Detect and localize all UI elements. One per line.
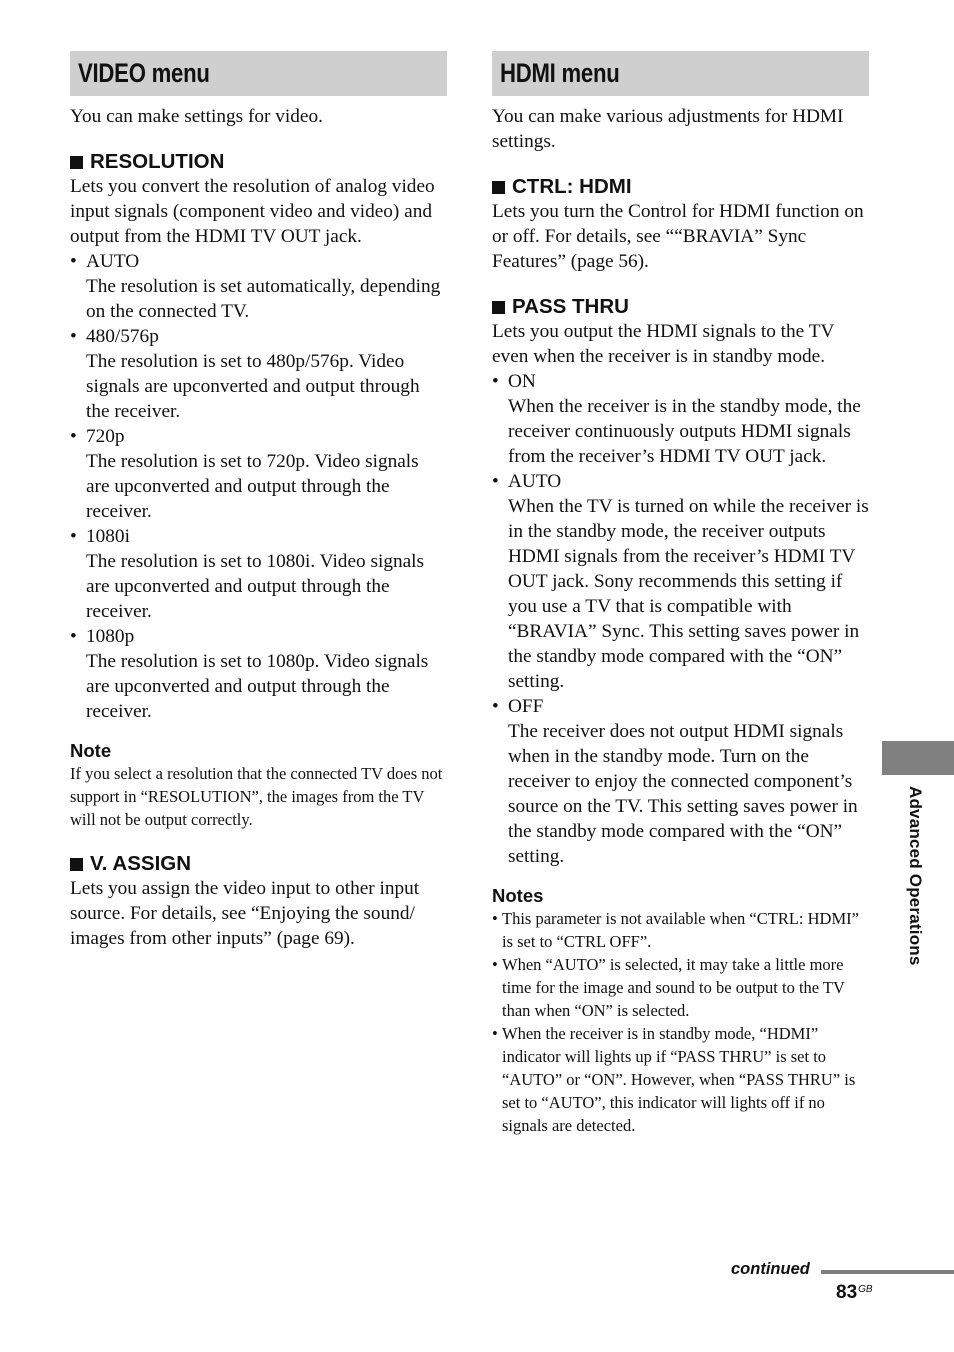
option-label: OFF — [508, 696, 544, 717]
page-suffix: GB — [858, 1284, 873, 1295]
note-item: • When “AUTO” is selected, it may take a little more time for the image and sound to be output to the TV than when “ON” is selected. — [492, 955, 845, 1020]
sidebar-section-label — [907, 786, 931, 1006]
ctrl-hdmi-heading — [492, 175, 869, 199]
note-heading: Note — [70, 740, 112, 761]
option-label: 1080p — [86, 626, 135, 647]
pass-thru-body — [492, 319, 869, 869]
note-item-text: When “AUTO” is selected, it may take a little more time for the image and sound to be output to the TV than when “ON” is selected. — [502, 955, 845, 1020]
notes-list — [492, 907, 869, 1137]
option-label: AUTO — [86, 251, 140, 272]
resolution-body — [70, 174, 447, 724]
option-description: The resolution is set automatically, depending on the connected TV. — [86, 276, 441, 322]
vassign-heading-text: V. ASSIGN — [90, 852, 192, 875]
continued-rule — [821, 1270, 954, 1274]
resolution-heading — [70, 150, 447, 174]
notes-heading: Notes — [492, 885, 544, 906]
vassign-body — [70, 876, 447, 951]
list-item: • 1080i The resolution is set to 1080i. Video signals are upconverted and output through the receiver. — [70, 526, 425, 622]
section-tab-marker — [882, 741, 954, 775]
option-description: The resolution is set to 1080i. Video signals are upconverted and output through the receiver. — [86, 551, 425, 622]
square-bullet-icon — [70, 858, 83, 871]
option-label: 1080i — [86, 526, 130, 547]
square-bullet-icon — [492, 301, 505, 314]
list-item: • OFF The receiver does not output HDMI signals when in the standby mode. Turn on the receiver to enjoy the connected component’s source on the TV. This setting saves power in the standby mode compared with the “ON” setting. — [492, 696, 858, 867]
option-label: AUTO — [508, 471, 562, 492]
option-description: When the TV is turned on while the receiver is in the standby mode, the receiver outputs HDMI signals from the receiver’s HDMI TV OUT jack. Sony recommends this setting if you use a TV that is compatible with “BRAVIA” Sync. This setting saves power in the standby mode compared with the “ON” setting. — [508, 496, 869, 692]
ctrl-hdmi-body — [492, 199, 869, 274]
right-column — [492, 51, 869, 1137]
ctrl-hdmi-description: Lets you turn the Control for HDMI function on or off. For details, see ““BRAVIA” Sync Features” (page 56). — [492, 201, 864, 272]
option-label: ON — [508, 371, 536, 392]
option-description: The receiver does not output HDMI signals when in the standby mode. Turn on the receiver to enjoy the connected component’s source on the TV. This setting saves power in the standby mode compared with the “ON” setting. — [508, 721, 858, 867]
ctrl-hdmi-heading-text: CTRL: HDMI — [512, 175, 632, 198]
list-item: • AUTO When the TV is turned on while the receiver is in the standby mode, the receiver outputs HDMI signals from the receiver’s HDMI TV OUT jack. Sony recommends this setting if you use a TV that is compatible with “BRAVIA” Sync. This setting saves power in the standby mode compared with the “ON” setting. — [492, 471, 869, 692]
option-label: 480/576p — [86, 326, 159, 347]
square-bullet-icon — [492, 181, 505, 194]
option-description: The resolution is set to 480p/576p. Video signals are upconverted and output through the receiver. — [86, 351, 420, 422]
resolution-heading-text: RESOLUTION — [90, 150, 225, 173]
vassign-description: Lets you assign the video input to other input source. For details, see “Enjoying the sound/ images from other inputs” (page 69). — [70, 878, 420, 949]
pass-thru-heading — [492, 295, 869, 319]
hdmi-menu-header — [492, 51, 869, 96]
page-number — [836, 1282, 873, 1304]
list-item: • AUTO The resolution is set automatically, depending on the connected TV. — [70, 251, 441, 322]
list-item: • 480/576p The resolution is set to 480p/576p. Video signals are upconverted and output through the receiver. — [70, 326, 420, 422]
option-description: When the receiver is in the standby mode, the receiver continuously outputs HDMI signals from the receiver’s HDMI TV OUT jack. — [508, 396, 861, 467]
left-column — [70, 51, 447, 951]
video-intro: You can make settings for video. — [70, 106, 323, 127]
option-description: The resolution is set to 720p. Video signals are upconverted and output through the receiver. — [86, 451, 419, 522]
note-item: • When the receiver is in standby mode, “HDMI” indicator will lights up if “PASS THRU” is set to “AUTO” or “ON”. However, when “PASS THRU” is set to “AUTO”, this indicator will lights off if no signals are detected. — [492, 1024, 856, 1135]
pass-thru-description: Lets you output the HDMI signals to the TV even when the receiver is in standby mode. — [492, 321, 835, 367]
square-bullet-icon — [70, 156, 83, 169]
sidebar-label-text: Advanced Operations — [906, 786, 925, 966]
list-item: • ON When the receiver is in the standby mode, the receiver continuously outputs HDMI signals from the receiver’s HDMI TV OUT jack. — [492, 371, 861, 467]
option-description: The resolution is set to 1080p. Video signals are upconverted and output through the receiver. — [86, 651, 429, 722]
note-item-text: When the receiver is in standby mode, “HDMI” indicator will lights up if “PASS THRU” is set to “AUTO” or “ON”. However, when “PASS THRU” is set to “AUTO”, this indicator will lights off if no signals are detected. — [502, 1024, 856, 1135]
pass-thru-heading-text: PASS THRU — [512, 295, 629, 318]
page-number-value: 83 — [836, 1282, 858, 1303]
hdmi-menu-title: HDMI menu — [500, 58, 620, 88]
continued-label: continued — [731, 1260, 810, 1278]
note-item: • This parameter is not available when “CTRL: HDMI” is set to “CTRL OFF”. — [492, 909, 859, 951]
note-item-text: This parameter is not available when “CTRL: HDMI” is set to “CTRL OFF”. — [502, 909, 859, 951]
resolution-description: Lets you convert the resolution of analog video input signals (component video and video) and output from the HDMI TV OUT jack. — [70, 176, 435, 247]
list-item: • 1080p The resolution is set to 1080p. Video signals are upconverted and output through the receiver. — [70, 626, 429, 722]
option-label: 720p — [86, 426, 125, 447]
note-text: If you select a resolution that the connected TV does not support in “RESOLUTION”, the images from the TV will not be output correctly. — [70, 764, 443, 829]
vassign-heading — [70, 852, 447, 876]
hdmi-intro: You can make various adjustments for HDMI settings. — [492, 106, 844, 152]
video-menu-header — [70, 51, 447, 96]
video-menu-title: VIDEO menu — [78, 58, 210, 88]
list-item: • 720p The resolution is set to 720p. Video signals are upconverted and output through the receiver. — [70, 426, 419, 522]
